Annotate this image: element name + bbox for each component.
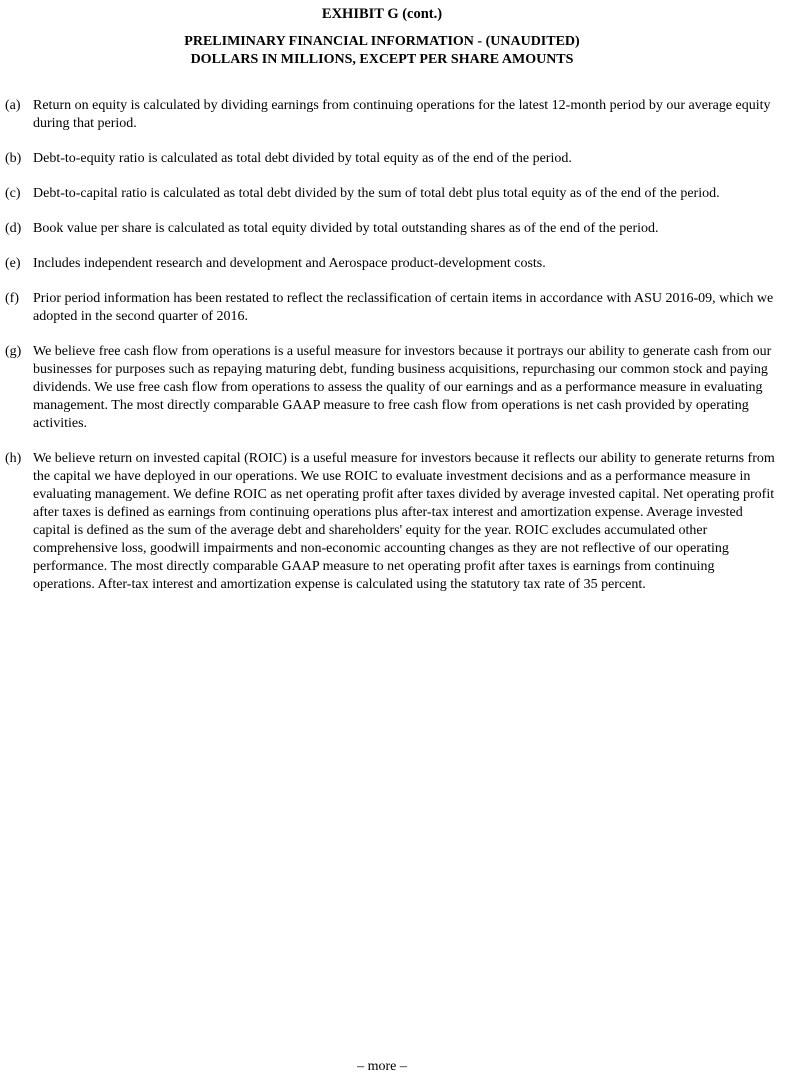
- footnote-g: [5, 343, 779, 433]
- footnote-letter: (c): [5, 186, 21, 201]
- footnote-text: Includes independent research and development and Aerospace product-development costs.: [33, 256, 546, 271]
- footnote-text: Return on equity is calculated by dividing earnings from continuing operations for the latest 12-month period by our average equity during that period.: [33, 98, 771, 131]
- footnote-letter: (e): [5, 256, 21, 271]
- footnote-text: We believe free cash flow from operations is a useful measure for investors because it portrays our ability to generate cash from our businesses for purposes such as repaying maturing debt, funding business acquisitions, repurchasing our common stock and paying dividends. We use free cash flow from operations to assess the quality of our earnings and as a performance measure in evaluating management. The most directly comparable GAAP measure to free cash flow from operations is net cash provided by operating activities.: [33, 344, 772, 431]
- footnote-letter: (h): [5, 451, 22, 466]
- footnote-c: [5, 185, 779, 203]
- footnotes-list: [5, 97, 779, 611]
- footnote-letter: (d): [5, 221, 22, 236]
- footnote-text: Prior period information has been restated to reflect the reclassification of certain items in accordance with ASU 2016-09, which we adopted in the second quarter of 2016.: [33, 291, 774, 324]
- page-header: [0, 5, 764, 69]
- footnote-letter: (b): [5, 151, 22, 166]
- footnote-h: [5, 450, 779, 594]
- title-line-2: DOLLARS IN MILLIONS, EXCEPT PER SHARE AMOUNTS: [190, 52, 574, 67]
- footnote-letter: (a): [5, 98, 21, 113]
- footnote-text: Debt-to-capital ratio is calculated as total debt divided by the sum of total debt plus total equity as of the end of the period.: [33, 186, 720, 201]
- continued-marker: – more –: [357, 1059, 407, 1074]
- footnote-letter: (g): [5, 344, 22, 359]
- exhibit-label: EXHIBIT G (cont.): [321, 6, 443, 22]
- footnote-e: [5, 255, 779, 273]
- footnote-text: Debt-to-equity ratio is calculated as total debt divided by total equity as of the end of the period.: [33, 151, 572, 166]
- footnote-a: [5, 97, 779, 133]
- page-title: [0, 33, 764, 69]
- footnote-f: [5, 290, 779, 326]
- footnote-text: We believe return on invested capital (ROIC) is a useful measure for investors because it reflects our ability to generate returns from the capital we have deployed in our operations. We use ROIC to evaluate investment decisions and as a performance measure in evaluating management. We define ROIC as net operating profit after taxes divided by average invested capital. Net operating profit after taxes is defined as earnings from continuing operations plus after-tax interest and amortization expense. Average invested capital is defined as the sum of the average debt and shareholders' equity for the year. ROIC excludes accumulated other comprehensive loss, goodwill impairments and non-economic accounting changes as they are not reflective of our operating performance. The most directly comparable GAAP measure to net operating profit after taxes is earnings from continuing operations. After-tax interest and amortization expense is calculated using the statutory tax rate of 35 percent.: [33, 451, 775, 592]
- footnote-b: [5, 150, 779, 168]
- footnote-letter: (f): [5, 291, 19, 306]
- footnote-d: [5, 220, 779, 238]
- footnote-text: Book value per share is calculated as total equity divided by total outstanding shares as of the end of the period.: [33, 221, 659, 236]
- title-line-1: PRELIMINARY FINANCIAL INFORMATION - (UNAUDITED): [184, 34, 580, 49]
